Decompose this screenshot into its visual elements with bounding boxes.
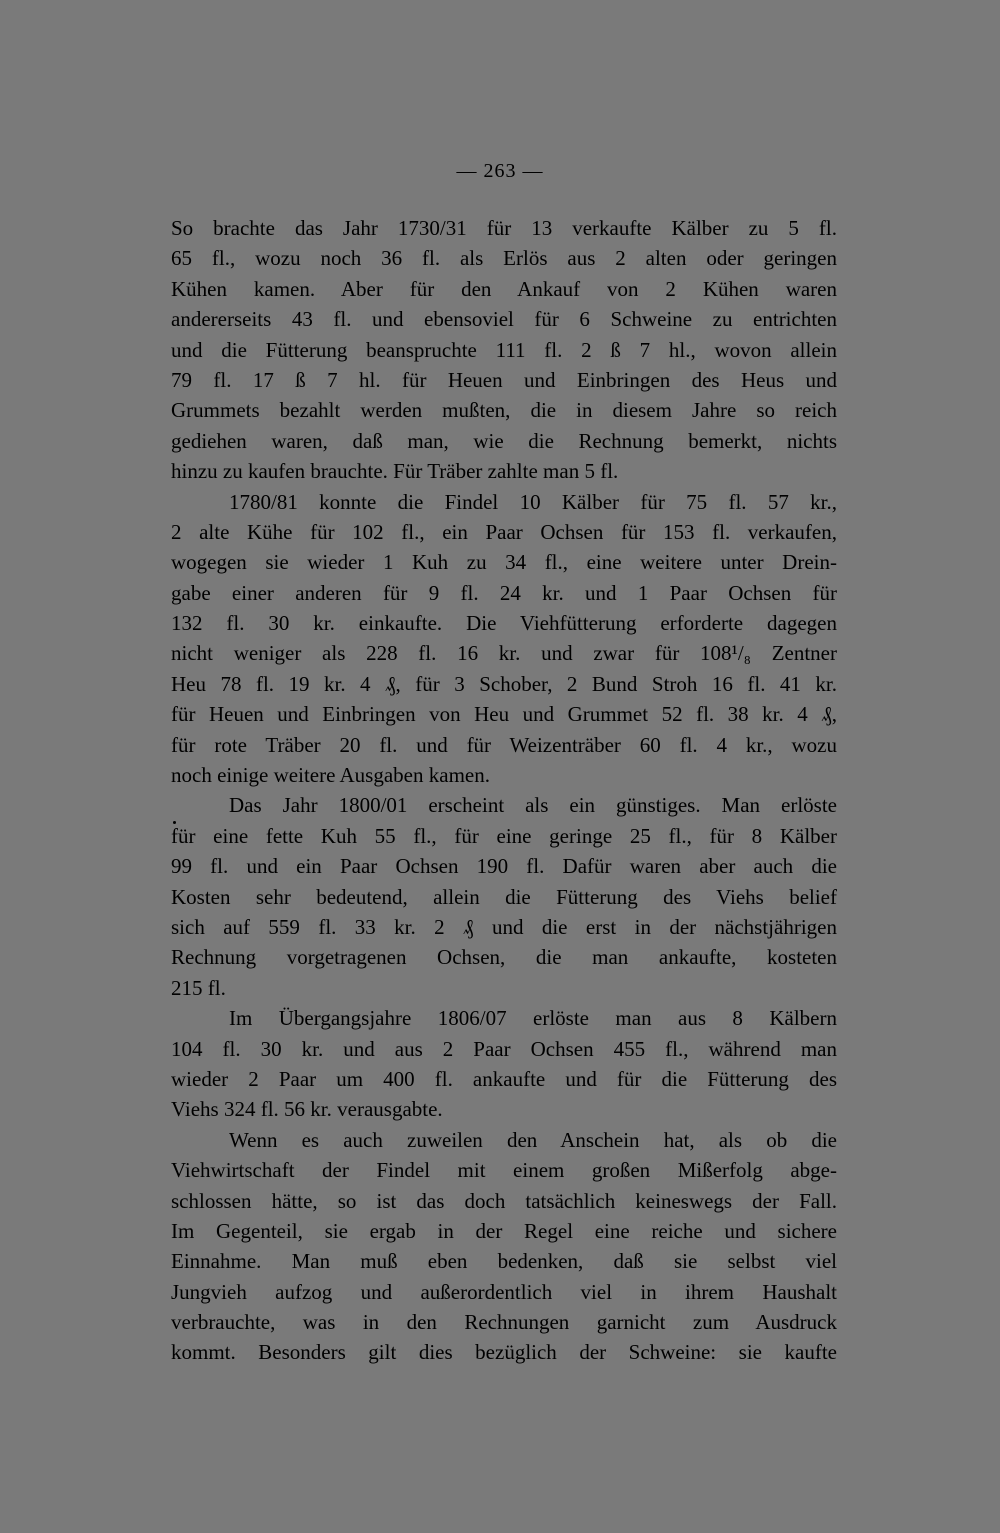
text-line: Kosten sehr bedeutend, allein die Fütterung des Viehs belief xyxy=(171,884,837,909)
text-line: Im Gegenteil, sie ergab in der Regel eine reiche und sichere xyxy=(171,1218,837,1243)
text-line: für Heuen und Einbringen von Heu und Grummet 52 fl. 38 kr. 4 ₰, xyxy=(171,702,837,727)
text-line: für eine fette Kuh 55 fl., für eine geringe 25 fl., für 8 Kälber xyxy=(171,823,837,848)
text-line: Das Jahr 1800/01 erscheint als ein günstiges. Man erlöste xyxy=(229,793,837,818)
text-line: schlossen hätte, so ist das doch tatsächlich keineswegs der Fall. xyxy=(171,1188,837,1213)
text-line: 132 fl. 30 kr. einkaufte. Die Viehfütterung erforderte dagegen xyxy=(171,611,837,636)
text-line: 65 fl., wozu noch 36 fl. als Erlös aus 2 alten oder geringen xyxy=(171,246,837,271)
text-line: Rechnung vorgetragenen Ochsen, die man ankaufte, kosteten xyxy=(171,945,837,970)
text-line: Jungvieh aufzog und außerordentlich viel in ihrem Haushalt xyxy=(171,1279,837,1304)
text-line: hinzu zu kaufen brauchte. Für Träber zahlte man 5 fl. xyxy=(171,459,619,484)
text-line: Grummets bezahlt werden mußten, die in diesem Jahre so reich xyxy=(171,398,837,423)
text-line: 1780/81 konnte die Findel 10 Kälber für 75 fl. 57 kr., xyxy=(229,489,837,514)
text-line: So brachte das Jahr 1730/31 für 13 verkaufte Kälber zu 5 fl. xyxy=(171,216,837,240)
body-text xyxy=(171,213,837,1368)
page-number: — 263 — xyxy=(456,160,544,182)
text-line: noch einige weitere Ausgaben kamen. xyxy=(171,763,490,788)
text-line: nicht weniger als 228 fl. 16 kr. und zwar für 108¹/₈ Zentner xyxy=(171,641,837,666)
text-line: 99 fl. und ein Paar Ochsen 190 fl. Dafür waren aber auch die xyxy=(171,854,837,879)
text-line: Heu 78 fl. 19 kr. 4 ₰, für 3 Schober, 2 Bund Stroh 16 fl. 41 kr. xyxy=(171,671,837,696)
text-line: und die Fütterung beanspruchte 111 fl. 2 ß 7 hl., wovon allein xyxy=(171,337,837,362)
text-line: 215 fl. xyxy=(171,975,226,1000)
text-line: sich auf 559 fl. 33 kr. 2 ₰ und die erst in der nächstjährigen xyxy=(171,914,837,939)
text-line: verbrauchte, was in den Rechnungen garnicht zum Ausdruck xyxy=(171,1310,837,1335)
text-line: Im Übergangsjahre 1806/07 erlöste man aus 8 Kälbern xyxy=(229,1006,837,1031)
text-line: wogegen sie wieder 1 Kuh zu 34 fl., eine weitere unter Drein- xyxy=(171,550,837,575)
text-line: für rote Träber 20 fl. und für Weizenträber 60 fl. 4 kr., wozu xyxy=(171,732,837,757)
text-line: gabe einer anderen für 9 fl. 24 kr. und 1 Paar Ochsen für xyxy=(171,580,837,605)
text-line: Viehs 324 fl. 56 kr. verausgabte. xyxy=(171,1097,443,1122)
text-line: kommt. Besonders gilt dies bezüglich der Schweine: sie kaufte xyxy=(171,1340,837,1365)
text-line: 104 fl. 30 kr. und aus 2 Paar Ochsen 455 fl., während man xyxy=(171,1036,837,1061)
text-line: Viehwirtschaft der Findel mit einem großen Mißerfolg abge- xyxy=(171,1158,837,1183)
text-line: Kühen kamen. Aber für den Ankauf von 2 Kühen waren xyxy=(171,276,837,301)
print-speck xyxy=(173,821,176,824)
text-line: 2 alte Kühe für 102 fl., ein Paar Ochsen für 153 fl. verkaufen, xyxy=(171,519,837,544)
text-line: 79 fl. 17 ß 7 hl. für Heuen und Einbringen des Heus und xyxy=(171,367,837,392)
text-line: wieder 2 Paar um 400 fl. ankaufte und für die Fütterung des xyxy=(171,1066,837,1091)
text-line: gediehen waren, daß man, wie die Rechnung bemerkt, nichts xyxy=(171,428,837,453)
text-line: Wenn es auch zuweilen den Anschein hat, als ob die xyxy=(229,1127,837,1152)
text-line: andererseits 43 fl. und ebensoviel für 6 Schweine zu entrichten xyxy=(171,307,837,332)
text-line: Einnahme. Man muß eben bedenken, daß sie selbst viel xyxy=(171,1249,837,1274)
